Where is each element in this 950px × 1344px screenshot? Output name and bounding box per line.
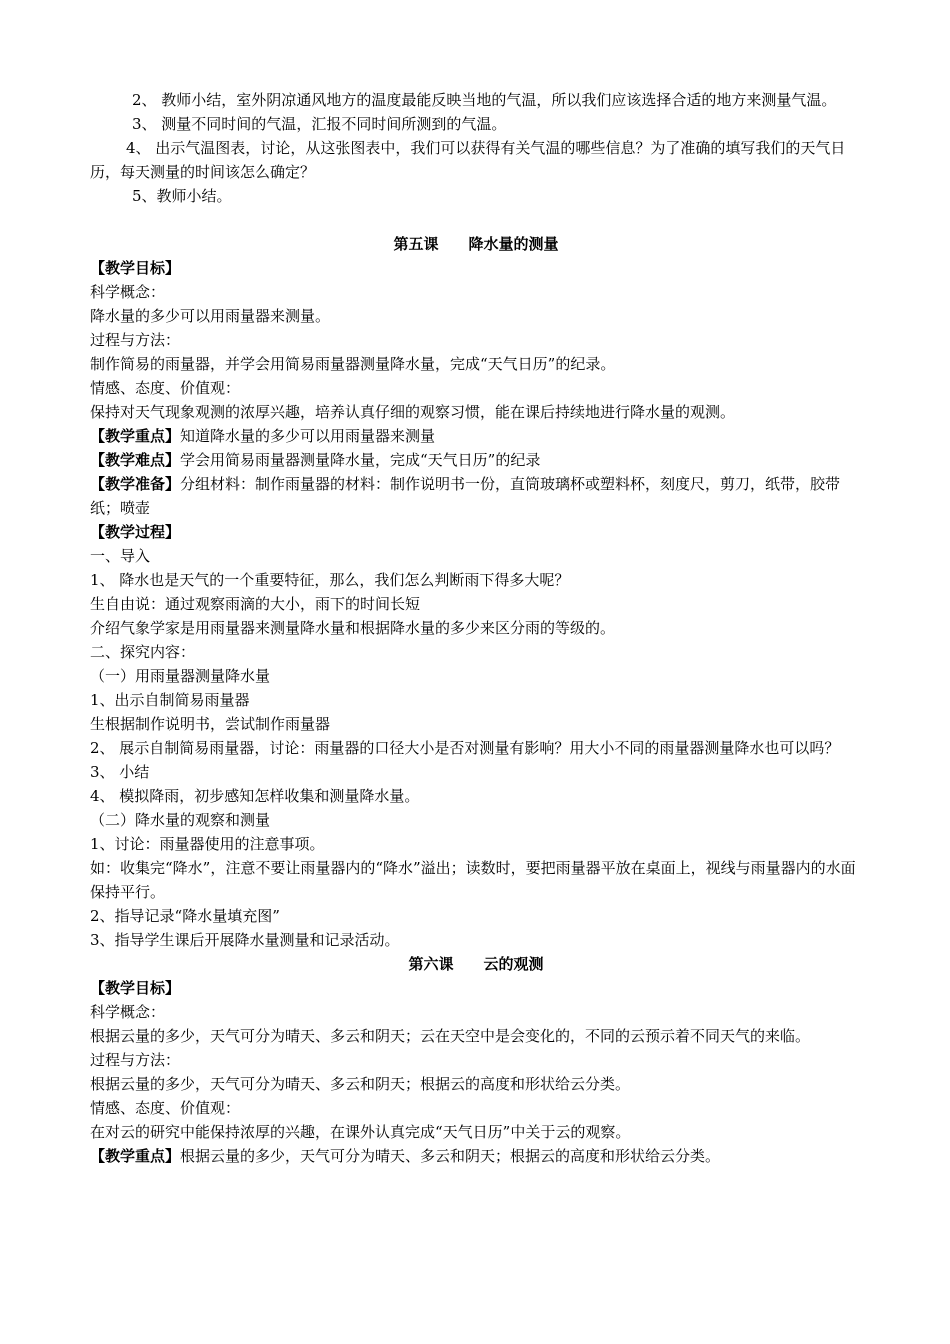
lesson5-step: 3、 小结 (90, 763, 150, 781)
lesson5-step: 3、指导学生课后开展降水量测量和记录活动。 (90, 931, 400, 949)
lesson5-step: 生自由说：通过观察雨滴的大小，雨下的时间长短 (90, 595, 421, 613)
lesson5-step: （一）用雨量器测量降水量 (90, 667, 271, 685)
lesson5-step: 1、讨论：雨量器使用的注意事项。 (90, 835, 325, 853)
lesson5-title: 第五课 降水量的测量 (393, 235, 559, 253)
lesson5-step: 生根据制作说明书，尝试制作雨量器 (90, 715, 331, 733)
lesson5-step: 如：收集完“降水”，注意不要让雨量器内的“降水”溢出；读数时，要把雨量器平放在桌面上，视线与雨量器内的水面保持平行。 (90, 859, 856, 901)
lesson5-process-section-label: 【教学过程】 (90, 523, 181, 541)
lesson5-step: 1、 降水也是天气的一个重要特征，那么，我们怎么判断雨下得多大呢？ (90, 571, 570, 589)
lesson6-attitude: 在对云的研究中能保持浓厚的兴趣，在课外认真完成“天气日历”中关于云的观察。 (90, 1123, 631, 1141)
lesson5-concept-label: 科学概念： (90, 283, 166, 301)
lesson5-attitude-label: 情感、态度、价值观： (90, 379, 241, 397)
lesson6-process-label: 过程与方法： (90, 1051, 181, 1069)
lesson5-step: 介绍气象学家是用雨量器来测量降水量和根据降水量的多少来区分雨的等级的。 (90, 619, 616, 637)
intro-item-4: 4、 出示气温图表，讨论，从这张图表中，我们可以获得有关气温的哪些信息？为了准确的填写我们的天气日历，每天测量的时间该怎么确定？ (90, 139, 846, 181)
lesson5-step: 一、导入 (90, 547, 151, 565)
lesson5-difficulty (90, 448, 862, 472)
lesson6-key (90, 1144, 862, 1168)
lesson5-process-label: 过程与方法： (90, 331, 181, 349)
document-page (90, 88, 862, 1168)
lesson6-key-label: 【教学重点】 (90, 1147, 181, 1165)
intro-item-5: 5、教师小结。 (132, 187, 232, 205)
lesson5-key-text: 知道降水量的多少可以用雨量器来测量 (180, 427, 436, 445)
lesson5-prep (90, 472, 862, 520)
lesson5-prep-text: 分组材料：制作雨量器的材料：制作说明书一份，直筒玻璃杯或塑料杯，刻度尺，剪刀，纸带，胶带纸；喷壶 (90, 475, 841, 517)
lesson6-concept: 根据云量的多少，天气可分为晴天、多云和阴天；云在天空中是会变化的，不同的云预示着不同天气的来临。 (90, 1027, 811, 1045)
lesson5-attitude: 保持对天气现象观测的浓厚兴趣，培养认真仔细的观察习惯，能在课后持续地进行降水量的观测。 (90, 403, 736, 421)
intro-item-3: 3、 测量不同时间的气温，汇报不同时间所测到的气温。 (132, 115, 507, 133)
lesson5-prep-label: 【教学准备】 (90, 475, 181, 493)
lesson5-process: 制作简易的雨量器，并学会用简易雨量器测量降水量，完成“天气日历”的纪录。 (90, 355, 616, 373)
lesson5-key (90, 424, 862, 448)
lesson5-step: 二、探究内容： (90, 643, 196, 661)
lesson6-title: 第六课 云的观测 (408, 955, 544, 973)
lesson5-concept: 降水量的多少可以用雨量器来测量。 (90, 307, 331, 325)
lesson5-difficulty-text: 学会用简易雨量器测量降水量，完成“天气日历”的纪录 (180, 451, 541, 469)
lesson5-step: （二）降水量的观察和测量 (90, 811, 271, 829)
lesson5-key-label: 【教学重点】 (90, 427, 181, 445)
lesson5-step: 4、 模拟降雨，初步感知怎样收集和测量降水量。 (90, 787, 420, 805)
lesson6-concept-label: 科学概念： (90, 1003, 166, 1021)
lesson6-key-text: 根据云量的多少，天气可分为晴天、多云和阴天；根据云的高度和形状给云分类。 (180, 1147, 721, 1165)
intro-item-2: 2、 教师小结，室外阴凉通风地方的温度最能反映当地的气温，所以我们应该选择合适的地方来测量气温。 (132, 91, 837, 109)
lesson5-step: 2、指导记录“降水量填充图” (90, 907, 280, 925)
lesson5-step: 1、出示自制简易雨量器 (90, 691, 250, 709)
lesson6-process: 根据云量的多少，天气可分为晴天、多云和阴天；根据云的高度和形状给云分类。 (90, 1075, 631, 1093)
lesson5-goal-label: 【教学目标】 (90, 259, 181, 277)
lesson6-attitude-label: 情感、态度、价值观： (90, 1099, 241, 1117)
lesson5-step: 2、 展示自制简易雨量器，讨论：雨量器的口径大小是否对测量有影响？用大小不同的雨量器测量降水也可以吗？ (90, 739, 840, 757)
lesson5-difficulty-label: 【教学难点】 (90, 451, 181, 469)
lesson6-goal-label: 【教学目标】 (90, 979, 181, 997)
